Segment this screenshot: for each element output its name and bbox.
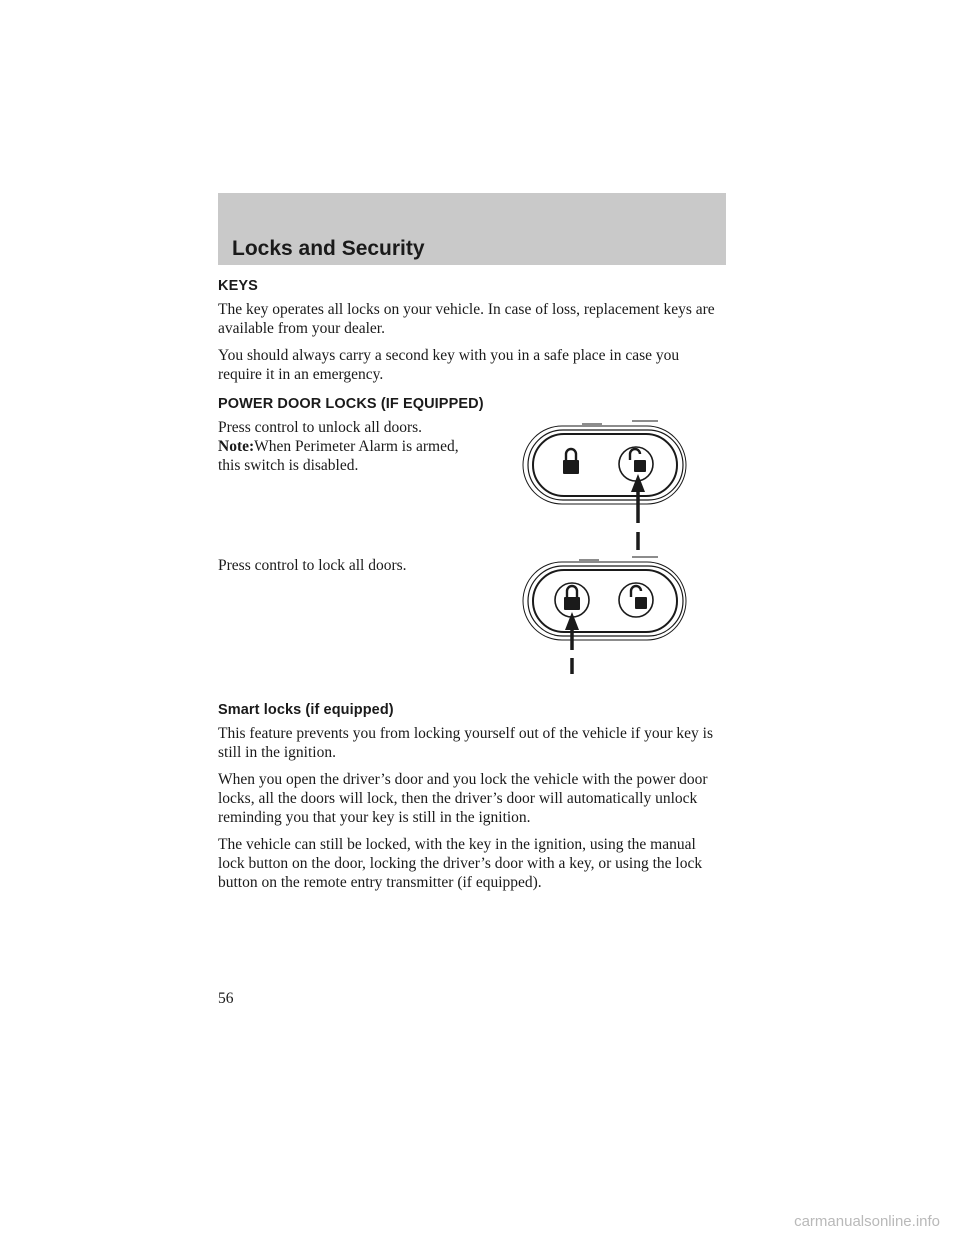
note-text: When Perimeter Alarm is armed, this switch is disabled. <box>218 438 459 474</box>
unlock-instruction: Press control to unlock all doors. <box>218 419 423 436</box>
page-content <box>218 278 726 900</box>
arrow-up-icon <box>631 474 645 550</box>
lock-instruction: Press control to lock all doors. <box>218 557 407 574</box>
arrow-up-icon <box>565 612 579 674</box>
unlock-icon <box>630 449 646 472</box>
keys-paragraph-2: You should always carry a second key with you in a safe place in case you require it in an emergency. <box>218 347 680 383</box>
keys-paragraph-1: The key operates all locks on your vehicle. In case of loss, replacement keys are available from your dealer. <box>218 301 715 337</box>
unlock-note <box>218 437 478 475</box>
lock-icon <box>564 586 580 610</box>
smart-locks-paragraph-1: This feature prevents you from locking yourself out of the vehicle if your key is still in the ignition. <box>218 725 714 761</box>
power-locks-heading: POWER DOOR LOCKS (IF EQUIPPED) <box>218 396 484 412</box>
lock-block <box>218 556 726 688</box>
page-number: 56 <box>218 990 234 1007</box>
footer-watermark: carmanualsonline.info <box>794 1213 940 1230</box>
lock-icon <box>563 449 579 474</box>
lock-text-block <box>218 556 478 575</box>
smart-locks-paragraph-2: When you open the driver’s door and you lock the vehicle with the power door locks, all the doors will lock, then the driver’s door will automatically unlock reminding you that your key is still in the ignition. <box>218 771 708 826</box>
note-label: Note: <box>218 438 255 455</box>
unlock-block <box>218 418 726 556</box>
unlock-icon <box>619 583 653 617</box>
keys-heading: KEYS <box>218 278 258 294</box>
unlock-text-block <box>218 418 478 475</box>
section-header-band <box>218 193 726 265</box>
smart-locks-heading: Smart locks (if equipped) <box>218 702 394 718</box>
section-title: Locks and Security <box>232 237 425 260</box>
smart-locks-paragraph-3: The vehicle can still be locked, with the key in the ignition, using the manual lock button on the door, locking the driver’s door with a key, or using the lock button on the remote entry transmitter (if equipped). <box>218 836 703 891</box>
lock-switch-figure <box>516 546 691 676</box>
unlock-switch-figure <box>516 402 691 552</box>
